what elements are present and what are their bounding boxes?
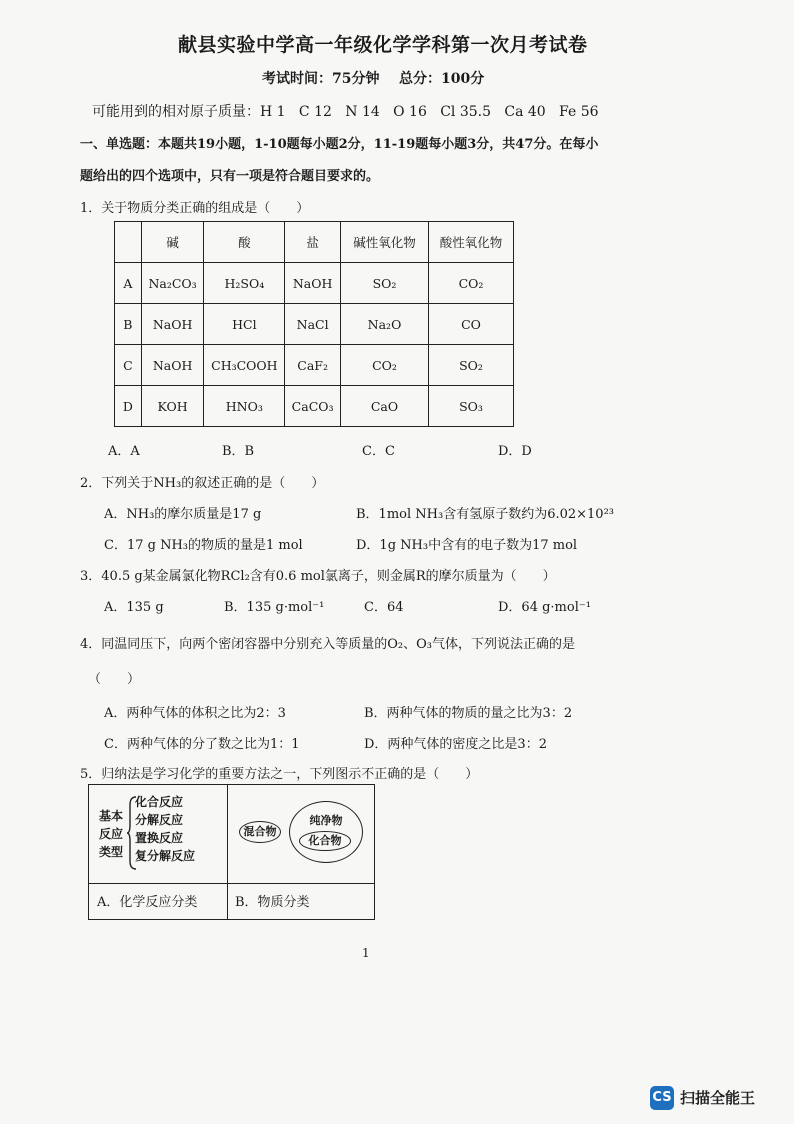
table-cell: CaCO₃: [285, 386, 341, 427]
table-cell: HCl: [204, 304, 285, 345]
table-row: [115, 345, 514, 386]
table-cell: CO₂: [340, 345, 428, 386]
page-number: 1: [362, 946, 370, 960]
mixture-oval: [239, 821, 281, 843]
table-cell: CH₃COOH: [204, 345, 285, 386]
table-header-cell: 碱: [141, 222, 204, 263]
divider: [227, 785, 228, 919]
q2-stem: 2．下列关于NH₃的叙述正确的是（ ）: [80, 476, 325, 491]
section-instruction-line1: 一、单选题：本题共19小题，1-10题每小题2分，11-19题每小题3分，共47分。在每小: [80, 137, 599, 152]
table-cell: D: [115, 386, 142, 427]
table-row: [115, 386, 514, 427]
q4-option-c: C．两种气体的分了数之比为1：1: [104, 737, 300, 752]
table-row: [115, 304, 514, 345]
table-header-cell: 酸: [204, 222, 285, 263]
q4-stem: 4．同温同压下，向两个密闭容器中分别充入等质量的O₂、O₃气体，下列说法正确的是: [80, 637, 576, 652]
table-cell: C: [115, 345, 142, 386]
reaction-type-item: 置换反应: [135, 831, 184, 845]
q5-stem: 5．归纳法是学习化学的重要方法之一，下列图示不正确的是（ ）: [80, 767, 479, 782]
q4-stem-cont: （ ）: [88, 672, 141, 687]
table-cell: CO₂: [429, 263, 514, 304]
table-row: [115, 263, 514, 304]
reaction-type-item: 复分解反应: [135, 849, 196, 863]
q3-option-d: D．64 g·mol⁻¹: [498, 600, 591, 615]
reaction-category-label: 反应: [99, 827, 124, 841]
mixture-label: 混合物: [243, 825, 277, 838]
table-cell: H₂SO₄: [204, 263, 285, 304]
reaction-type-item: 化合反应: [135, 795, 184, 809]
table-cell: CaF₂: [285, 345, 341, 386]
q1-stem: 1．关于物质分类正确的组成是（ ）: [80, 201, 310, 216]
table-header-row: [115, 222, 514, 263]
table-cell: SO₂: [429, 345, 514, 386]
exam-info: 考试时间：75分钟 总分：100分: [262, 71, 485, 87]
q1-option-b: B．B: [222, 444, 255, 459]
q3-option-a: A．135 g: [104, 600, 164, 615]
camscanner-logo-icon: CS: [650, 1086, 674, 1110]
reaction-category-label: 类型: [99, 845, 124, 859]
table-cell: NaOH: [285, 263, 341, 304]
divider: [89, 883, 374, 884]
q2-option-c: C．17 g NH₃的物质的量是1 mol: [104, 538, 303, 553]
table-cell: B: [115, 304, 142, 345]
table-cell: SO₂: [340, 263, 428, 304]
q4-option-d: D．两种气体的密度之比是3：2: [364, 737, 547, 752]
scanner-watermark: 扫描全能王: [680, 1089, 756, 1107]
pure-substance-label: 纯净物: [309, 814, 343, 827]
table-header-cell: 碱性氧化物: [340, 222, 428, 263]
table-cell: Na₂O: [340, 304, 428, 345]
table-cell: NaCl: [285, 304, 341, 345]
q2-option-b: B．1mol NH₃含有氢原子数约为6.02×10²³: [356, 507, 614, 522]
table-cell: CaO: [340, 386, 428, 427]
reaction-type-item: 分解反应: [135, 813, 184, 827]
q5-diagram-box: [88, 784, 375, 920]
table-cell: SO₃: [429, 386, 514, 427]
atomic-masses: 可能用到的相对原子质量：H 1 C 12 N 14 O 16 Cl 35.5 Ca 40 Fe 56: [92, 104, 599, 120]
table-header-cell: [115, 222, 142, 263]
q3-stem: 3．40.5 g某金属氯化物RCl₂含有0.6 mol氯离子，则金属R的摩尔质量为（ ）: [80, 569, 556, 584]
table-header-cell: 盐: [285, 222, 341, 263]
section-instruction-line2: 题给出的四个选项中，只有一项是符合题目要求的。: [80, 169, 380, 184]
q2-option-a: A．NH₃的摩尔质量是17 g: [104, 507, 262, 522]
diagram-a-caption: A．化学反应分类: [97, 895, 198, 910]
table-cell: NaOH: [141, 304, 204, 345]
q2-option-d: D．1g NH₃中含有的电子数为17 mol: [356, 538, 578, 553]
q3-option-b: B．135 g·mol⁻¹: [224, 600, 325, 615]
table-cell: Na₂CO₃: [141, 263, 204, 304]
q4-option-a: A．两种气体的体积之比为2：3: [104, 706, 286, 721]
table-cell: A: [115, 263, 142, 304]
q4-option-b: B．两种气体的物质的量之比为3：2: [364, 706, 573, 721]
table-cell: CO: [429, 304, 514, 345]
q3-option-c: C．64: [364, 600, 404, 615]
compound-label: 化合物: [308, 834, 342, 847]
reaction-category-label: 基本: [99, 809, 124, 823]
table-cell: HNO₃: [204, 386, 285, 427]
q1-option-c: C．C: [362, 444, 395, 459]
q1-option-d: D．D: [498, 444, 532, 459]
q1-option-a: A．A: [108, 444, 140, 459]
q1-classification-table: [114, 221, 514, 427]
table-cell: KOH: [141, 386, 204, 427]
page-title: 献县实验中学高一年级化学学科第一次月考试卷: [178, 34, 588, 56]
table-cell: NaOH: [141, 345, 204, 386]
table-header-cell: 酸性氧化物: [429, 222, 514, 263]
diagram-b-caption: B．物质分类: [235, 895, 310, 910]
compound-oval: [299, 831, 351, 851]
